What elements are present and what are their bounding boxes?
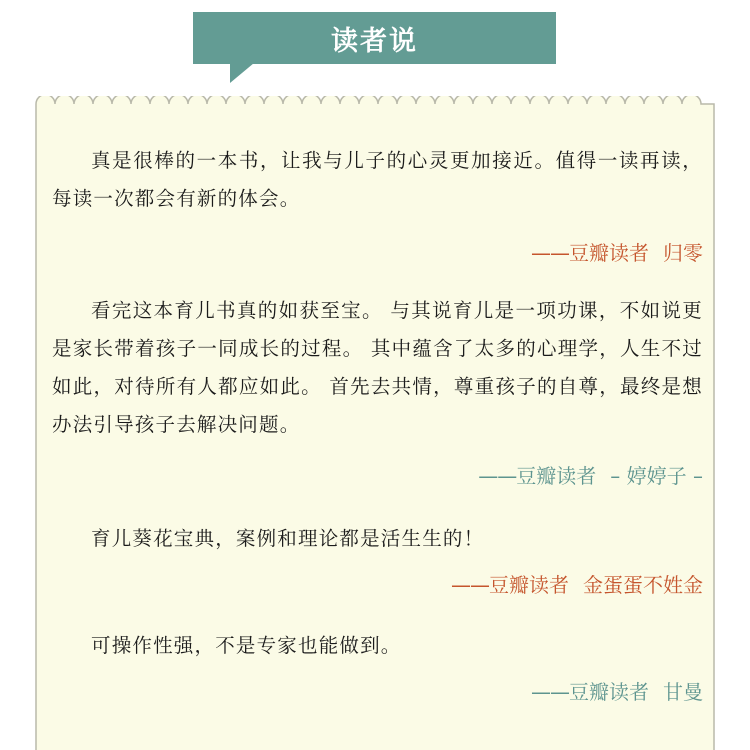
signature-source: 豆瓣读者 <box>569 680 649 704</box>
review-text-3: 育儿葵花宝典，案例和理论都是活生生的！ <box>91 527 485 550</box>
signature-source: 豆瓣读者 <box>569 241 649 265</box>
signature-dash: —— <box>531 241 569 265</box>
signature-name: 归零 <box>663 241 703 265</box>
review-text-4: 可操作性强，不是专家也能做到。 <box>91 634 402 657</box>
review-signature-3 <box>52 569 703 598</box>
signature-dash: —— <box>451 573 489 597</box>
section-title: 读者说 <box>331 25 418 57</box>
review-card <box>32 96 718 750</box>
review-signature-1 <box>52 237 703 266</box>
signature-name: 甘曼 <box>663 680 703 704</box>
review-signature-4 <box>52 676 703 705</box>
review-text-1: 真是很棒的一本书，让我与儿子的心灵更加接近。值得一读再读，每读一次都会有新的体会。 <box>52 149 703 210</box>
signature-name: 金蛋蛋不姓金 <box>583 573 703 597</box>
section-title-banner <box>193 12 556 64</box>
signature-dash: —— <box>531 680 569 704</box>
signature-dash: —— <box>478 464 517 488</box>
banner-tail <box>230 63 254 83</box>
review-text-2: 看完这本育儿书真的如获至宝。 与其说育儿是一项功课，不如说更是家长带着孩子一同成长的过程。 其中蕴含了太多的心理学，人生不过如此，对待所有人都应如此。 首先去共情，尊重孩子的自尊，最终是想办法引导孩子去解决问题。 <box>52 299 703 436</box>
signature-source: 豆瓣读者 <box>516 464 597 488</box>
review-signature-2 <box>52 460 703 489</box>
signature-name: – 婷婷子 – <box>610 464 703 488</box>
review-list <box>52 142 703 705</box>
signature-source: 豆瓣读者 <box>489 573 569 597</box>
